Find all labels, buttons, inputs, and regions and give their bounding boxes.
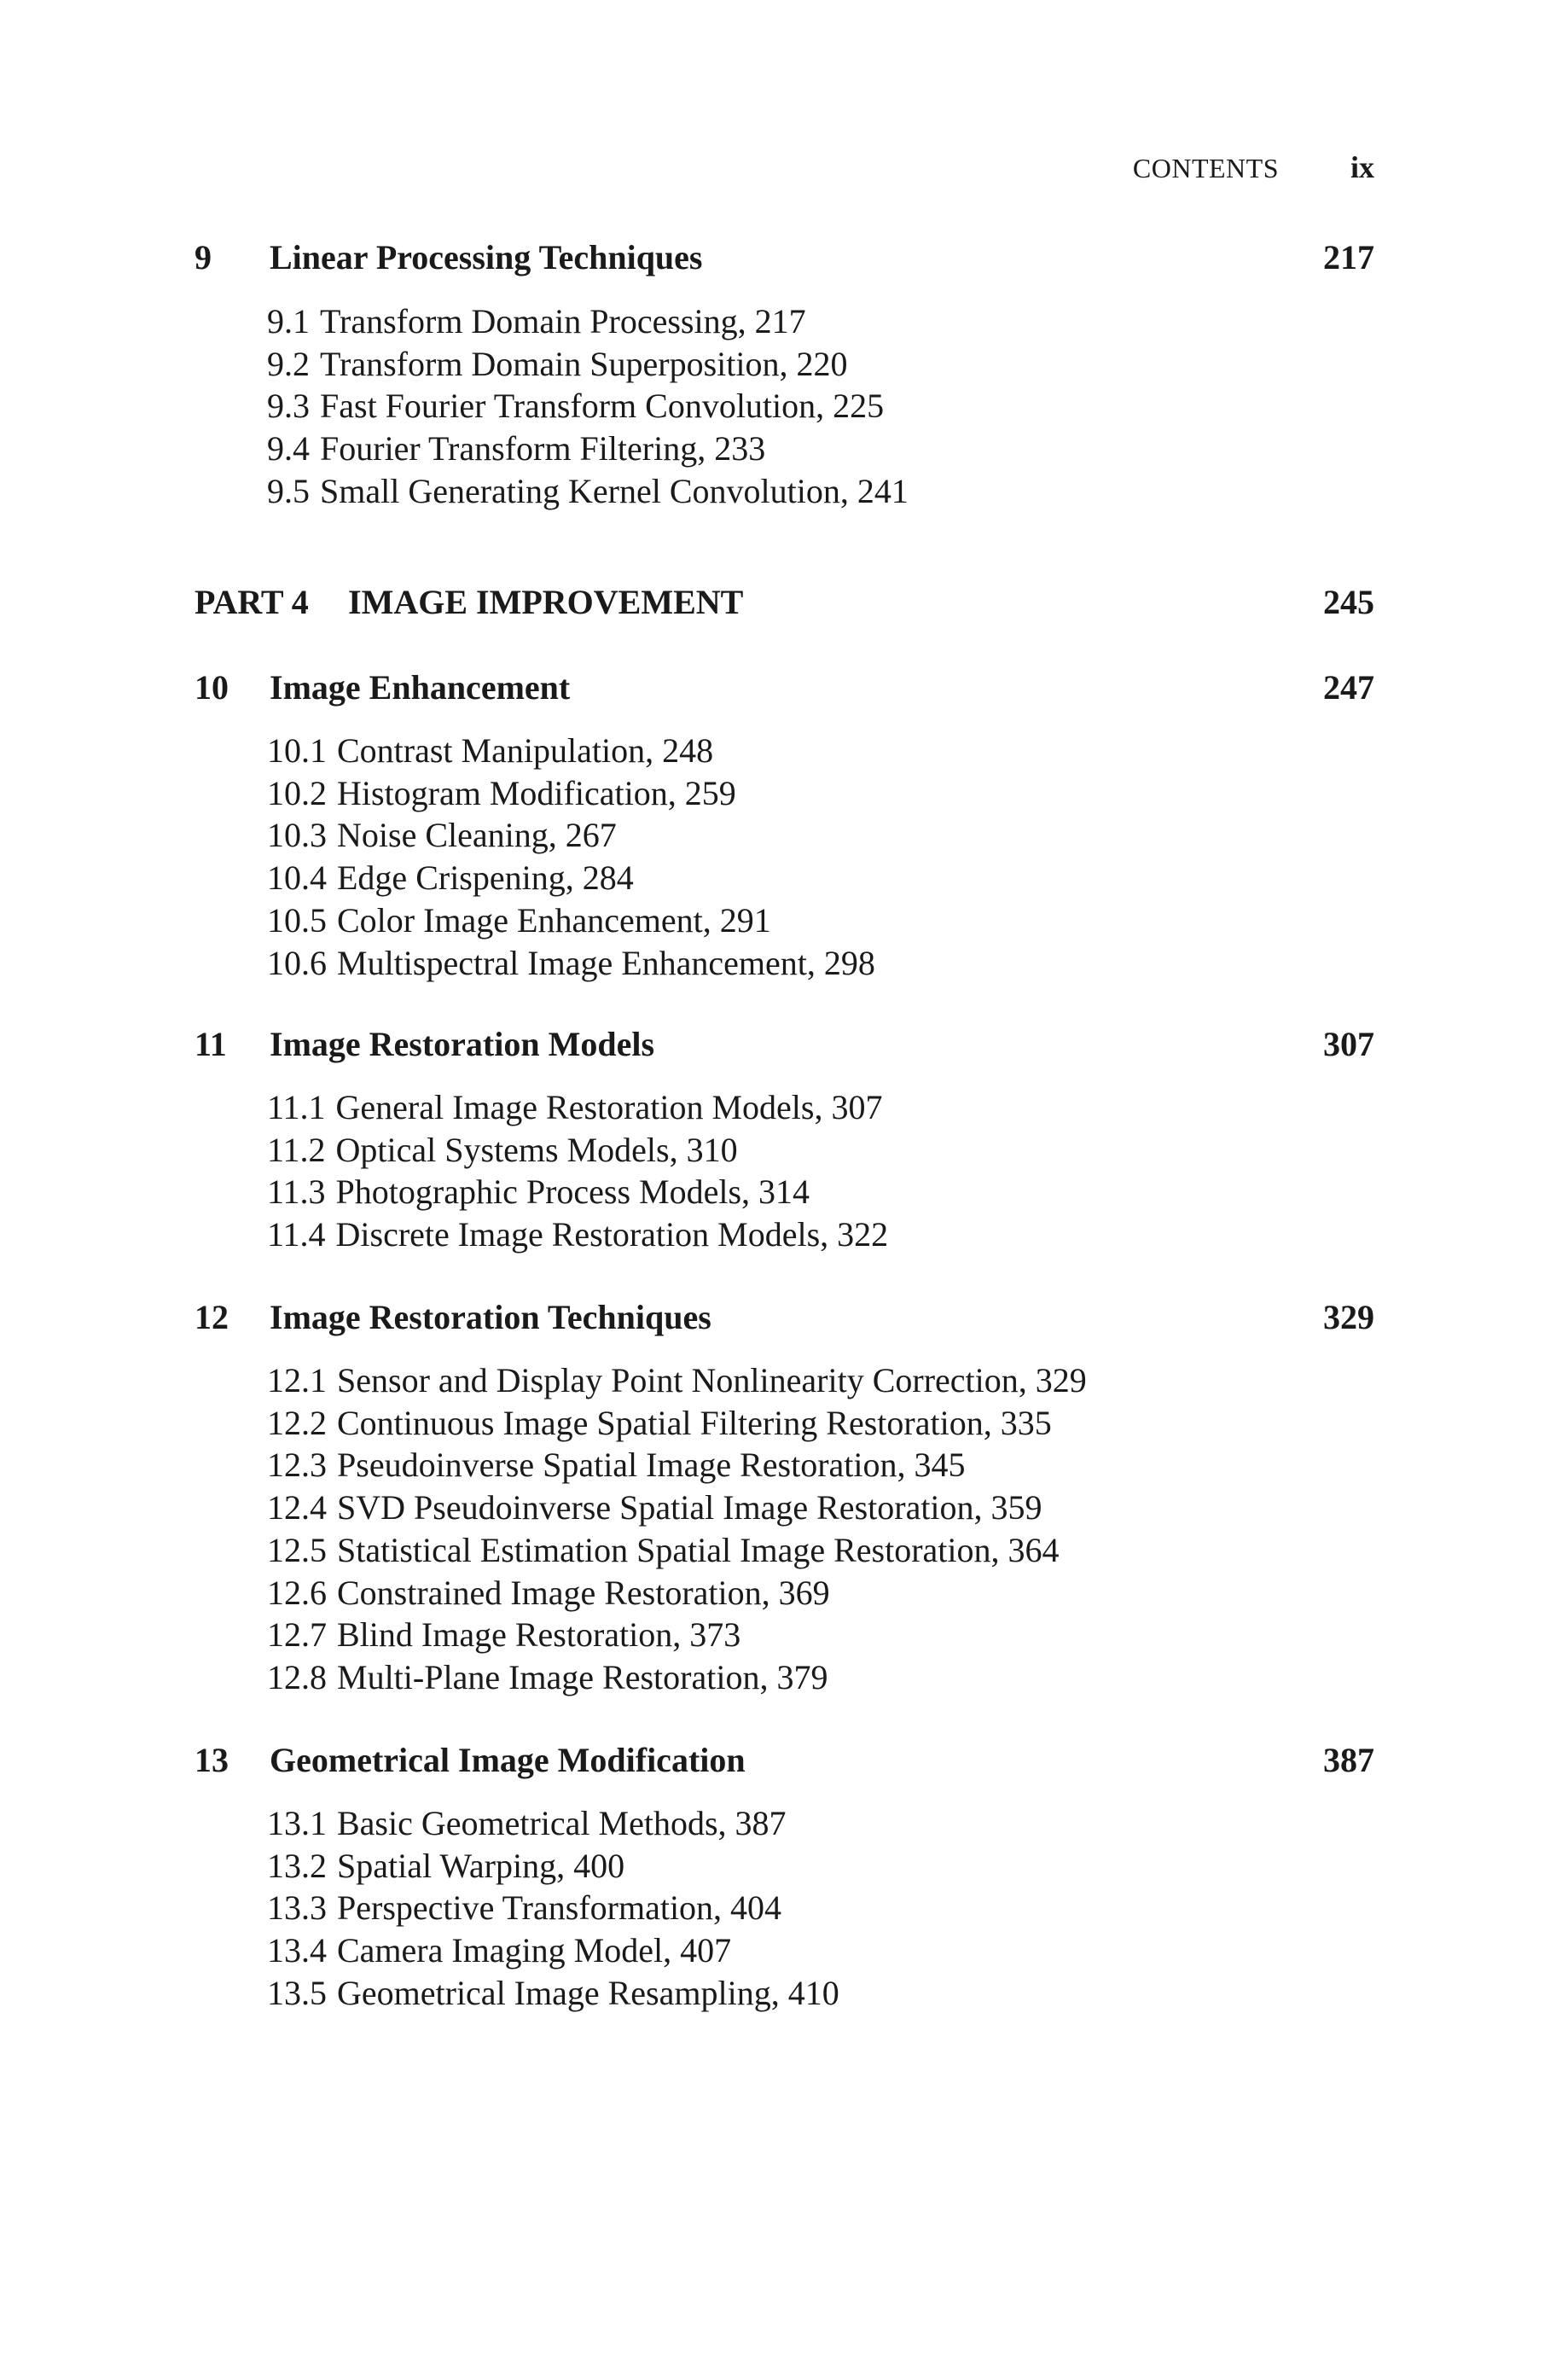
section-number: 12.8 — [267, 1657, 327, 1696]
chapter-title: Linear Processing Techniques — [270, 238, 703, 276]
section-number: 11.2 — [267, 1130, 326, 1169]
section-entry — [267, 1402, 1087, 1445]
section-title: Basic Geometrical Methods, 387 — [337, 1804, 787, 1842]
part-heading — [195, 585, 1374, 620]
section-entry — [267, 1656, 1087, 1699]
section-title: Fourier Transform Filtering, 233 — [320, 429, 766, 468]
section-title: Photographic Process Models, 314 — [335, 1172, 810, 1212]
section-entry — [267, 1129, 888, 1172]
section-title: General Image Restoration Models, 307 — [335, 1088, 883, 1126]
section-entry — [267, 857, 875, 899]
section-entry — [267, 343, 909, 386]
section-title: Pseudoinverse Spatial Image Restoration, 345 — [337, 1446, 966, 1485]
section-title: Spatial Warping, 400 — [337, 1846, 625, 1885]
section-number: 10.3 — [267, 816, 327, 855]
section-number: 10.6 — [267, 943, 327, 982]
section-title: Edge Crispening, 284 — [337, 858, 634, 898]
chapter-heading — [195, 1027, 1374, 1062]
section-number: 12.2 — [267, 1403, 327, 1442]
chapter-number: 13 — [195, 1741, 229, 1779]
section-entry — [267, 1487, 1087, 1529]
section-title: SVD Pseudoinverse Spatial Image Restoration, 359 — [337, 1488, 1042, 1527]
section-entry — [267, 1929, 839, 1972]
section-number: 10.4 — [267, 858, 327, 898]
section-title: Histogram Modification, 259 — [337, 773, 736, 812]
section-number: 9.3 — [267, 387, 310, 426]
section-number: 9.2 — [267, 344, 310, 383]
chapter-number: 9 — [195, 238, 212, 276]
section-title: Transform Domain Superposition, 220 — [320, 344, 848, 383]
section-entry — [267, 1529, 1087, 1572]
section-entry — [267, 1171, 888, 1213]
part-page: 245 — [1323, 583, 1374, 621]
section-entry — [267, 899, 875, 942]
chapter-number: 11 — [195, 1025, 227, 1063]
chapter-page: 247 — [1323, 668, 1374, 707]
chapter-heading — [195, 668, 1374, 707]
section-list — [267, 300, 909, 513]
running-head-title: CONTENTS — [1132, 153, 1279, 183]
section-title: Blind Image Restoration, 373 — [337, 1615, 741, 1655]
section-title: Continuous Image Spatial Filtering Restoration, 335 — [337, 1403, 1052, 1442]
section-entry — [267, 470, 909, 513]
section-entry — [267, 814, 875, 857]
section-entry — [267, 730, 875, 772]
section-number: 10.1 — [267, 731, 327, 770]
section-title: Fast Fourier Transform Convolution, 225 — [320, 387, 885, 426]
section-number: 12.4 — [267, 1488, 327, 1527]
section-number: 12.6 — [267, 1573, 327, 1612]
part-title: IMAGE IMPROVEMENT — [348, 583, 744, 621]
section-title: Contrast Manipulation, 248 — [337, 731, 714, 770]
chapter-page: 217 — [1323, 238, 1374, 276]
chapter-title: Image Restoration Models — [270, 1025, 655, 1063]
section-number: 11.3 — [267, 1172, 326, 1212]
section-number: 13.3 — [267, 1888, 327, 1928]
section-number: 13.2 — [267, 1846, 327, 1885]
section-number: 12.5 — [267, 1530, 327, 1569]
chapter-page: 329 — [1323, 1298, 1374, 1336]
section-title: Multi-Plane Image Restoration, 379 — [337, 1657, 828, 1696]
section-number: 9.4 — [267, 429, 310, 468]
section-number: 13.4 — [267, 1931, 327, 1970]
section-entry — [267, 1444, 1087, 1487]
running-head — [1133, 149, 1374, 185]
section-entry — [267, 1359, 1087, 1402]
section-number: 12.1 — [267, 1361, 327, 1399]
section-entry — [267, 1887, 839, 1929]
chapter-heading — [195, 238, 1374, 276]
part-number: PART 4 — [195, 583, 309, 621]
section-entry — [267, 1213, 888, 1256]
section-title: Noise Cleaning, 267 — [337, 816, 617, 855]
section-entry — [267, 385, 909, 428]
section-title: Small Generating Kernel Convolution, 241 — [320, 471, 909, 510]
section-list — [267, 1086, 888, 1256]
section-title: Multispectral Image Enhancement, 298 — [337, 943, 875, 982]
chapter-page: 387 — [1323, 1741, 1374, 1779]
section-entry — [267, 300, 909, 343]
section-list — [267, 730, 875, 984]
chapter-title: Image Enhancement — [270, 668, 571, 707]
section-title: Discrete Image Restoration Models, 322 — [335, 1215, 889, 1254]
section-entry — [267, 1802, 839, 1845]
section-number: 11.4 — [267, 1215, 326, 1254]
section-number: 12.7 — [267, 1615, 327, 1655]
chapter-number: 12 — [195, 1298, 229, 1336]
section-entry — [267, 1086, 888, 1129]
section-entry — [267, 1614, 1087, 1656]
section-title: Transform Domain Processing, 217 — [320, 302, 806, 340]
chapter-title: Geometrical Image Modification — [270, 1741, 746, 1779]
section-entry — [267, 942, 875, 985]
running-head-page-number: ix — [1350, 150, 1374, 184]
section-list — [267, 1802, 839, 2015]
section-title: Geometrical Image Resampling, 410 — [337, 1973, 839, 2012]
section-entry — [267, 1972, 839, 2015]
chapter-number: 10 — [195, 668, 229, 707]
section-entry — [267, 1572, 1087, 1615]
section-number: 9.5 — [267, 471, 310, 510]
section-entry — [267, 772, 875, 815]
section-number: 10.2 — [267, 773, 327, 812]
section-entry — [267, 1845, 839, 1888]
section-title: Optical Systems Models, 310 — [335, 1130, 738, 1169]
section-number: 9.1 — [267, 302, 310, 340]
chapter-title: Image Restoration Techniques — [270, 1298, 711, 1336]
section-number: 13.1 — [267, 1804, 327, 1842]
section-number: 13.5 — [267, 1973, 327, 2012]
section-number: 12.3 — [267, 1446, 327, 1485]
chapter-page: 307 — [1323, 1025, 1374, 1063]
section-title: Perspective Transformation, 404 — [337, 1888, 782, 1928]
chapter-heading — [195, 1743, 1374, 1777]
section-title: Statistical Estimation Spatial Image Restoration, 364 — [337, 1530, 1060, 1569]
section-title: Sensor and Display Point Nonlinearity Correction, 329 — [337, 1361, 1087, 1399]
section-title: Color Image Enhancement, 291 — [337, 900, 771, 940]
section-title: Constrained Image Restoration, 369 — [337, 1573, 830, 1612]
chapter-heading — [195, 1300, 1374, 1335]
section-list — [267, 1359, 1087, 1699]
section-number: 11.1 — [267, 1088, 326, 1126]
section-entry — [267, 428, 909, 470]
section-title: Camera Imaging Model, 407 — [337, 1931, 732, 1970]
section-number: 10.5 — [267, 900, 327, 940]
